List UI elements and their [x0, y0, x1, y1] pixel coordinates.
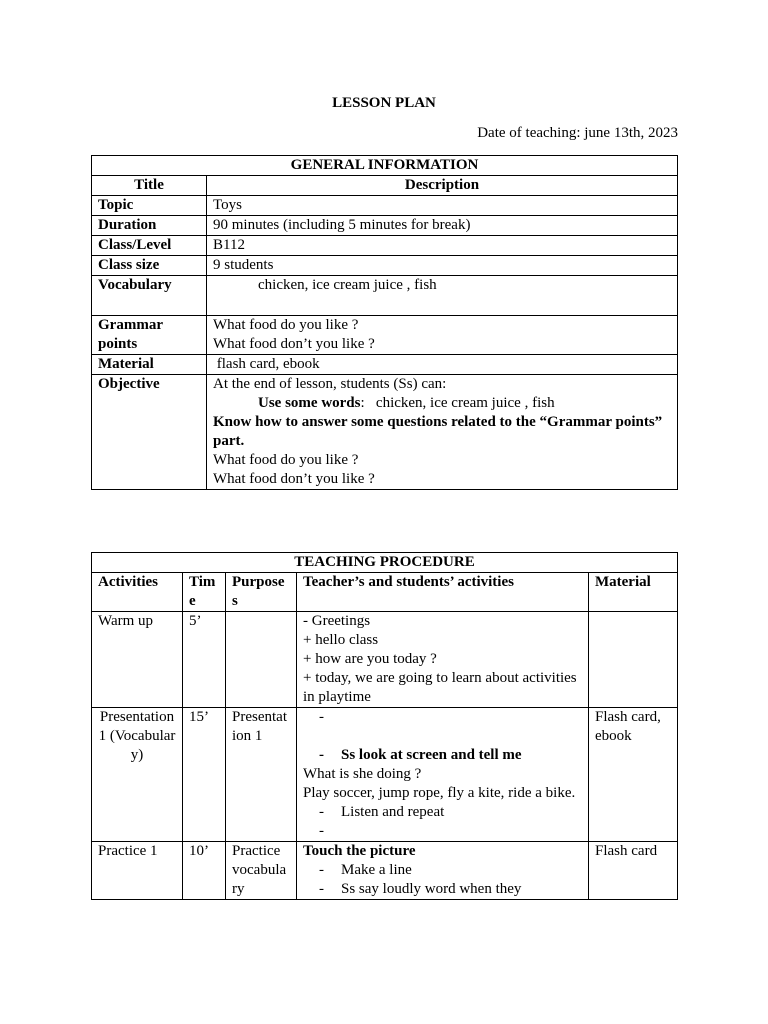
row-label-duration: Duration [92, 216, 207, 236]
presentation-activity: Presentation 1 (Vocabulary) [92, 708, 183, 842]
table-column-headers [92, 573, 678, 612]
warmup-line-2: + hello class [303, 632, 379, 648]
row-value-objective-cell [207, 375, 678, 490]
table-row [92, 708, 678, 842]
practice-time: 10’ [183, 842, 226, 900]
objective-intro: At the end of lesson, students (Ss) can: [213, 376, 447, 392]
table-row [92, 276, 678, 316]
table-row [92, 316, 678, 355]
table-row [92, 256, 678, 276]
column-time: Time [183, 573, 226, 612]
warmup-activity: Warm up [92, 612, 183, 708]
teaching-procedure-heading: TEACHING PROCEDURE [92, 553, 678, 573]
bullet-dash: - [319, 747, 324, 763]
teaching-procedure-table [91, 552, 678, 900]
presentation-listen: Listen and repeat [341, 804, 445, 820]
practice-description [297, 842, 589, 900]
row-value-vocabulary: chicken, ice cream juice , fish [258, 277, 437, 293]
practice-line-1 [303, 861, 582, 880]
row-value-class-level: B112 [207, 236, 678, 256]
table-row [92, 196, 678, 216]
row-label-class-level: Class/Level [92, 236, 207, 256]
bullet-dash: - [319, 709, 324, 725]
presentation-listen-line [303, 803, 582, 822]
warmup-line-4: + today, we are going to learn about activities in playtime [303, 670, 577, 705]
table-header-row [92, 553, 678, 573]
objective-words-line [213, 394, 671, 413]
practice-purpose: Practice vocabulary [226, 842, 297, 900]
presentation-material: Flash card, ebook [589, 708, 678, 842]
warmup-material [589, 612, 678, 708]
general-information-table [91, 155, 678, 490]
presentation-trailing-dash [303, 822, 582, 841]
column-activities-description: Teacher’s and students’ activities [297, 573, 589, 612]
grammar-line-2: What food don’t you like ? [213, 336, 375, 352]
column-title: Title [92, 176, 207, 196]
table-row [92, 375, 678, 490]
bullet-dash: - [319, 862, 324, 878]
grammar-line-1: What food do you like ? [213, 317, 359, 333]
warmup-time: 5’ [183, 612, 226, 708]
presentation-instruction: Ss look at screen and tell me [341, 747, 522, 763]
row-label-vocabulary: Vocabulary [92, 276, 207, 316]
objective-question-2: What food don’t you like ? [213, 471, 375, 487]
practice-line-2 [303, 880, 582, 899]
table-row [92, 842, 678, 900]
practice-step-2: Ss say loudly word when they [341, 881, 522, 897]
presentation-answer: Play soccer, jump rope, fly a kite, ride a bike. [303, 785, 576, 801]
bullet-dash: - [319, 823, 324, 839]
column-description: Description [207, 176, 678, 196]
row-value-duration: 90 minutes (including 5 minutes for break) [207, 216, 678, 236]
table-row [92, 216, 678, 236]
row-value-topic: Toys [207, 196, 678, 216]
objective-words-list: : chicken, ice cream juice , fish [360, 395, 555, 411]
presentation-description [297, 708, 589, 842]
presentation-purpose: Presentation 1 [226, 708, 297, 842]
warmup-purpose [226, 612, 297, 708]
table-row [92, 612, 678, 708]
row-value-material: flash card, ebook [207, 355, 678, 375]
document-title: LESSON PLAN [332, 95, 436, 111]
column-material: Material [589, 573, 678, 612]
objective-question-1: What food do you like ? [213, 452, 359, 468]
row-label-class-size: Class size [92, 256, 207, 276]
spacer [303, 727, 582, 746]
practice-activity: Practice 1 [92, 842, 183, 900]
presentation-bold-line [303, 746, 582, 765]
row-value-vocabulary-cell [207, 276, 678, 316]
table-column-headers [92, 176, 678, 196]
warmup-line-1: - Greetings [303, 613, 371, 629]
objective-words-label: Use some words [258, 395, 361, 411]
presentation-question: What is she doing ? [303, 766, 422, 782]
row-label-material: Material [92, 355, 207, 375]
presentation-dash-line [303, 708, 582, 727]
practice-step-1: Make a line [341, 862, 412, 878]
row-label-topic: Topic [92, 196, 207, 216]
table-row [92, 236, 678, 256]
practice-material: Flash card [589, 842, 678, 900]
bullet-dash: - [319, 804, 324, 820]
table-row [92, 355, 678, 375]
row-value-grammar-cell [207, 316, 678, 355]
warmup-line-3: + how are you today ? [303, 651, 437, 667]
objective-know: Know how to answer some questions related to the “Grammar points” part. [213, 414, 663, 449]
table-header-row [92, 156, 678, 176]
general-information-heading: GENERAL INFORMATION [92, 156, 678, 176]
warmup-description [297, 612, 589, 708]
row-value-class-size: 9 students [207, 256, 678, 276]
practice-heading: Touch the picture [303, 843, 416, 859]
row-label-objective: Objective [92, 375, 207, 490]
row-label-grammar: Grammar points [92, 316, 207, 355]
presentation-time: 15’ [183, 708, 226, 842]
column-activities: Activities [92, 573, 183, 612]
teaching-date: Date of teaching: june 13th, 2023 [477, 125, 678, 141]
column-purposes: Purposes [226, 573, 297, 612]
bullet-dash: - [319, 881, 324, 897]
